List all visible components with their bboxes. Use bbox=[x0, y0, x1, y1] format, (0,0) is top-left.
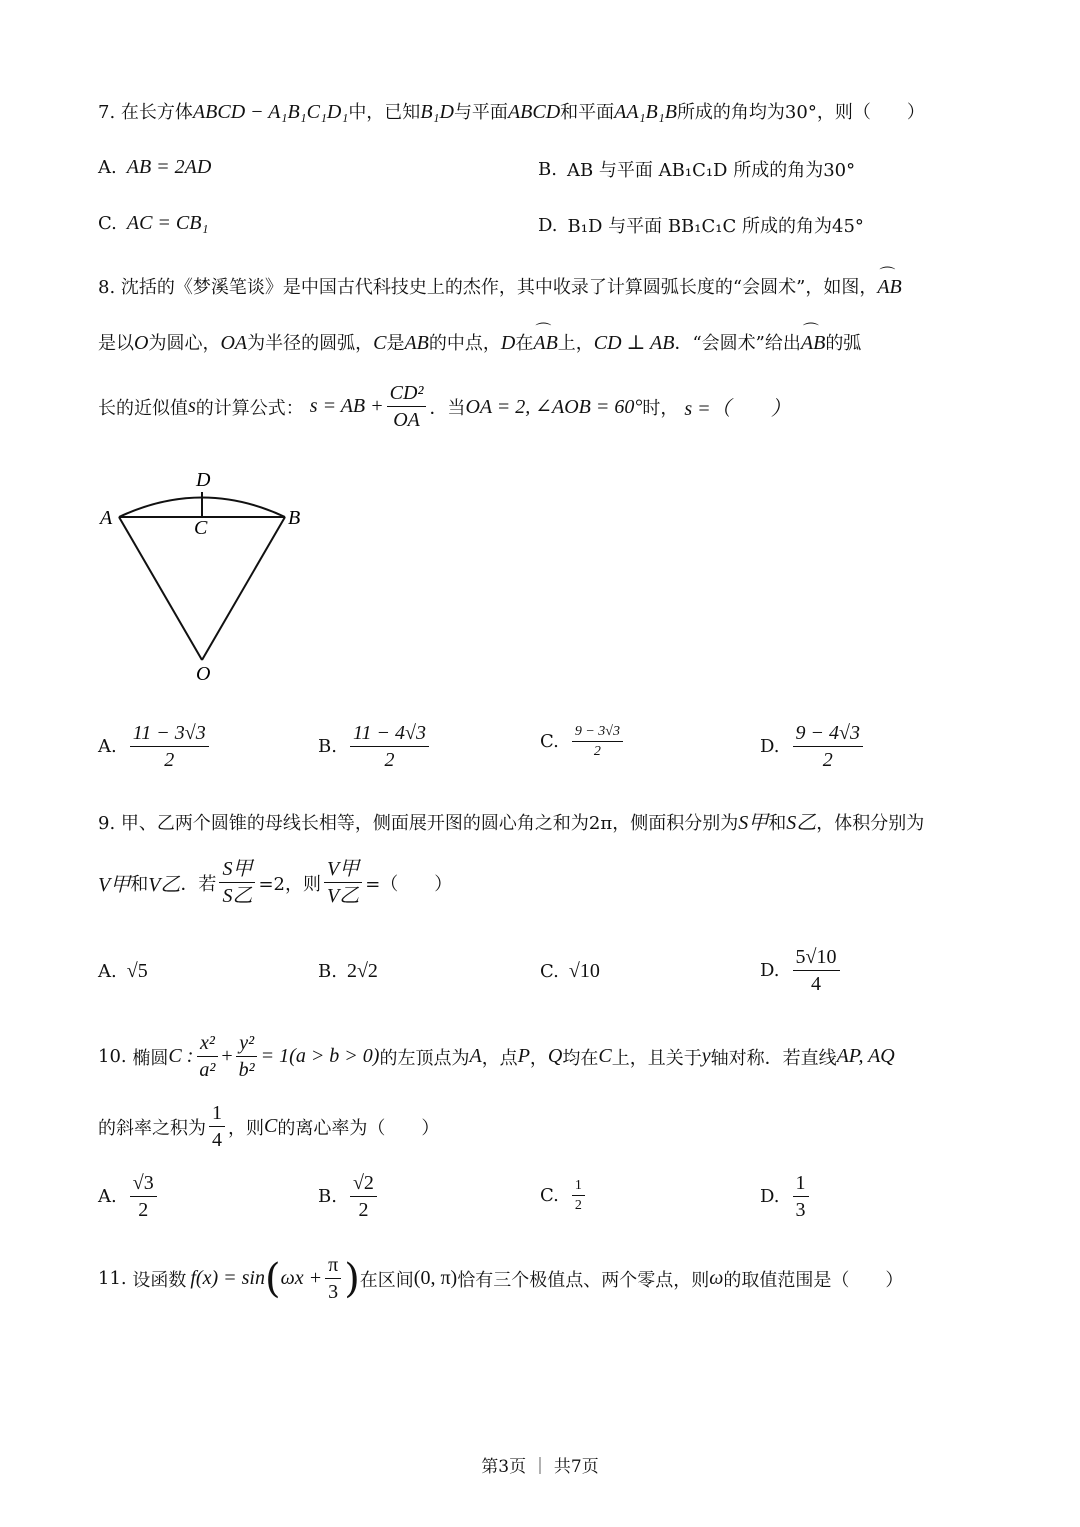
q10-option-b: B. $\frac{√2}{2}$ bbox=[318, 1172, 380, 1221]
label-o: O bbox=[196, 663, 211, 685]
q8-option-a: A. $\frac{11 - 3√3}{2}$ bbox=[98, 722, 212, 771]
q11-stem: 11. 设函数 f(x) = sin ( ωx + $\frac{\pi}{3}$ ) 在区间 (0, π) 恰有三个极值点、两个零点，则 ω 的取值范围是（ ） bbox=[98, 1254, 904, 1303]
q8-stem-line1: 8. 沈括的《梦溪笔谈》是中国古代科技史上的杰作，其中收录了计算圆弧长度的“会圆术”，如图，⌒ AB bbox=[98, 270, 902, 299]
q9-option-a: A. √5 bbox=[98, 960, 148, 982]
q7-option-b: B. AB 与平面 AB₁C₁D 所成的角为30° bbox=[538, 158, 856, 181]
q7-stem: 7. 在长方体ABCD − A₁B₁C₁D₁中，已知B₁D与平面ABCD和平面AA₁B₁B所成的角均为30°，则（ ） bbox=[98, 101, 925, 123]
radius-ob bbox=[202, 517, 285, 660]
q9-option-b: B. 2√2 bbox=[318, 960, 378, 982]
q7-option-a: A. AB = 2AD bbox=[98, 156, 212, 178]
radius-oa bbox=[119, 517, 202, 660]
q8-option-b: B. $\frac{11 - 4√3}{2}$ bbox=[318, 722, 432, 771]
label-a: A bbox=[100, 507, 113, 529]
q7-option-d: D. B₁D 与平面 BB₁C₁C 所成的角为45° bbox=[538, 214, 864, 237]
label-d: D bbox=[196, 469, 211, 491]
q9-option-d: D. $\frac{5√10}{4}$ bbox=[760, 946, 843, 995]
q9-option-c: C. √10 bbox=[540, 960, 600, 982]
q8-option-d: D. $\frac{9 - 4√3}{2}$ bbox=[760, 722, 866, 771]
q8-figure bbox=[92, 462, 322, 692]
q9-stem-line2: V甲 和 V乙 ．若 $\frac{\text{S甲}}{\text{S乙}}$ =2，则 $\frac{\text{V甲}}{\text{V乙}}$ =（ ） bbox=[98, 858, 453, 907]
q10-stem-line2: 的斜率之积为 $\frac{1}{4}$ ，则 C 的离心率为（ ） bbox=[98, 1102, 440, 1151]
q7-option-c: C. AC = CB₁ bbox=[98, 212, 209, 234]
q8-option-c: C. $\frac{9 - 3√3}{2}$ bbox=[540, 724, 626, 760]
label-c: C bbox=[194, 517, 208, 539]
q10-stem-line1: 10. 椭圆 C : $\frac{\text{x²}}{\text{a²}}$ + $\frac{\text{y²}}{\text{b²}}$ = 1(a > b > 0) 的左顶点为 A ，点 P ， Q 均在 C 上，且关于 y 轴对称．若直线 AP, AQ bbox=[98, 1032, 895, 1081]
q10-option-a: A. $\frac{√3}{2}$ bbox=[98, 1172, 160, 1221]
q9-stem-line1: 9. 甲、乙两个圆锥的母线长相等，侧面展开图的圆心角之和为2π，侧面积分别为S甲和S乙，体积分别为 bbox=[98, 812, 925, 834]
q8-stem-line2: 是以O为圆心，OA为半径的圆弧，C是AB的中点，D在⌒ AB上，CD ⊥ AB．“会圆术”给出⌒ AB的弧 bbox=[98, 326, 861, 355]
q8-stem-line3: 长的近似值 s 的计算公式： s = AB + $\frac{\text{CD²}}{OA}$ ．当 OA = 2, ∠AOB = 60° 时， s =（ ） bbox=[98, 382, 791, 431]
q8-formula-fraction: $\frac{\text{CD²}}{OA}$ bbox=[387, 382, 427, 431]
page-footer: 第3页 ｜ 共7页 bbox=[481, 1457, 599, 1477]
label-b: B bbox=[288, 507, 301, 529]
q10-option-d: D. $\frac{1}{3}$ bbox=[760, 1172, 812, 1221]
q10-option-c: C. $\frac{1}{2}$ bbox=[540, 1178, 588, 1214]
